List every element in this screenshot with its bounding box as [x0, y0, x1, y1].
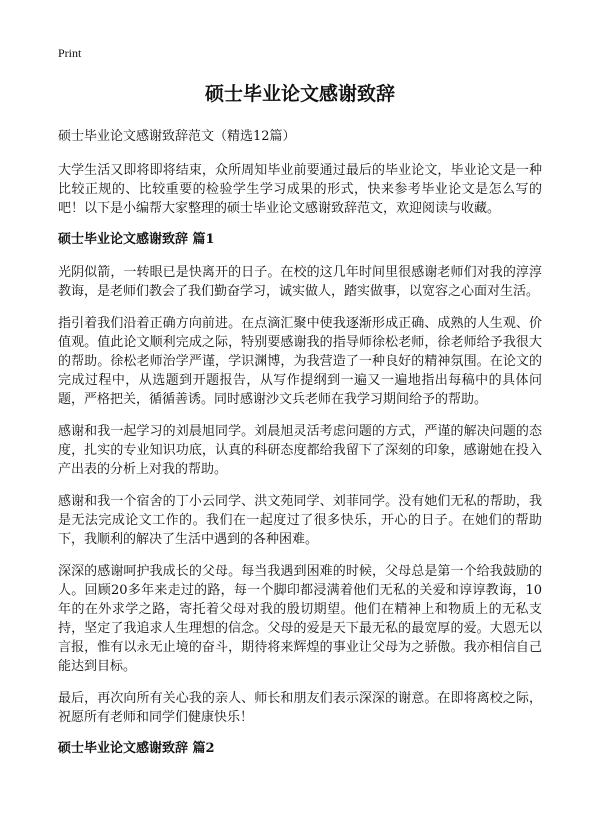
- print-link[interactable]: Print: [58, 46, 82, 60]
- document-subtitle: 硕士毕业论文感谢致辞范文（精选12篇）: [58, 129, 296, 144]
- section-1-paragraph-2: 指引着我们沿着正确方向前进。在点滴汇聚中使我逐渐形成正确、成熟的人生观、价值观。值此论文顺利完成之际，特别要感谢我的指导师徐松老师，徐老师给予我很大的帮助。徐松老师治学严谨，学识渊博，为我营造了一种良好的精神氛围。在论文的完成过程中，从选题到开题报告，从写作提纲到一遍又一遍地指出每稿中的具体问题，严格把关，循循善诱。同时感谢沙文兵老师在我学习期间给予的帮助。: [58, 316, 542, 407]
- section-1-paragraph-6: 最后，再次向所有关心我的亲人、师长和朋友们表示深深的谢意。在即将离校之际，祝愿所有老师和同学们健康快乐！: [58, 691, 542, 725]
- section-1-paragraph-3: 感谢和我一起学习的刘晨旭同学。刘晨旭灵活考虑问题的方式，严谨的解决问题的态度，扎实的专业知识功底，认真的科研态度都给我留下了深刻的印象，感谢她在投入产出表的分析上对我的帮助。: [58, 424, 542, 477]
- section-heading-2: 硕士毕业论文感谢致辞 篇2: [58, 741, 215, 756]
- section-1-paragraph-5: 深深的感谢呵护我成长的父母。每当我遇到困难的时候，父母总是第一个给我鼓励的人。回顾20多年来走过的路，每一个脚印都浸满着他们无私的关爱和谆谆教诲，10年的在外求学之路，寄托着父母对我的殷切期望。他们在精神上和物质上的无私支持，坚定了我追求人生理想的信念。父母的爱是天下最无私的最宽厚的爱。大恩无以言报，惟有以永无止境的奋斗，期待将来辉煌的事业让父母为之骄傲。我亦相信自己能达到目标。: [58, 564, 542, 674]
- section-1-paragraph-4: 感谢和我一个宿舍的丁小云同学、洪文苑同学、刘菲同学。没有她们无私的帮助，我是无法完成论文工作的。我们在一起度过了很多快乐，开心的日子。在她们的帮助下，我顺利的解决了生活中遇到的各种困难。: [58, 494, 542, 547]
- section-1-paragraph-1: 光阴似箭，一转眼已是快离开的日子。在校的这几年时间里很感谢老师们对我的淳淳教诲，是老师们教会了我们勤奋学习，诚实做人，踏实做事，以宽容之心面对生活。: [58, 265, 542, 299]
- intro-paragraph: 大学生活又即将即将结束，众所周知毕业前要通过最后的毕业论文，毕业论文是一种比较正规的、比较重要的检验学生学习成果的形式，快来参考毕业论文是怎么写的吧！以下是小编帮大家整理的硕士毕业论文感谢致辞范文，欢迎阅读与收藏。: [58, 163, 542, 216]
- page-title: 硕士毕业论文感谢致辞: [204, 83, 395, 105]
- section-heading-1: 硕士毕业论文感谢致辞 篇1: [58, 232, 215, 247]
